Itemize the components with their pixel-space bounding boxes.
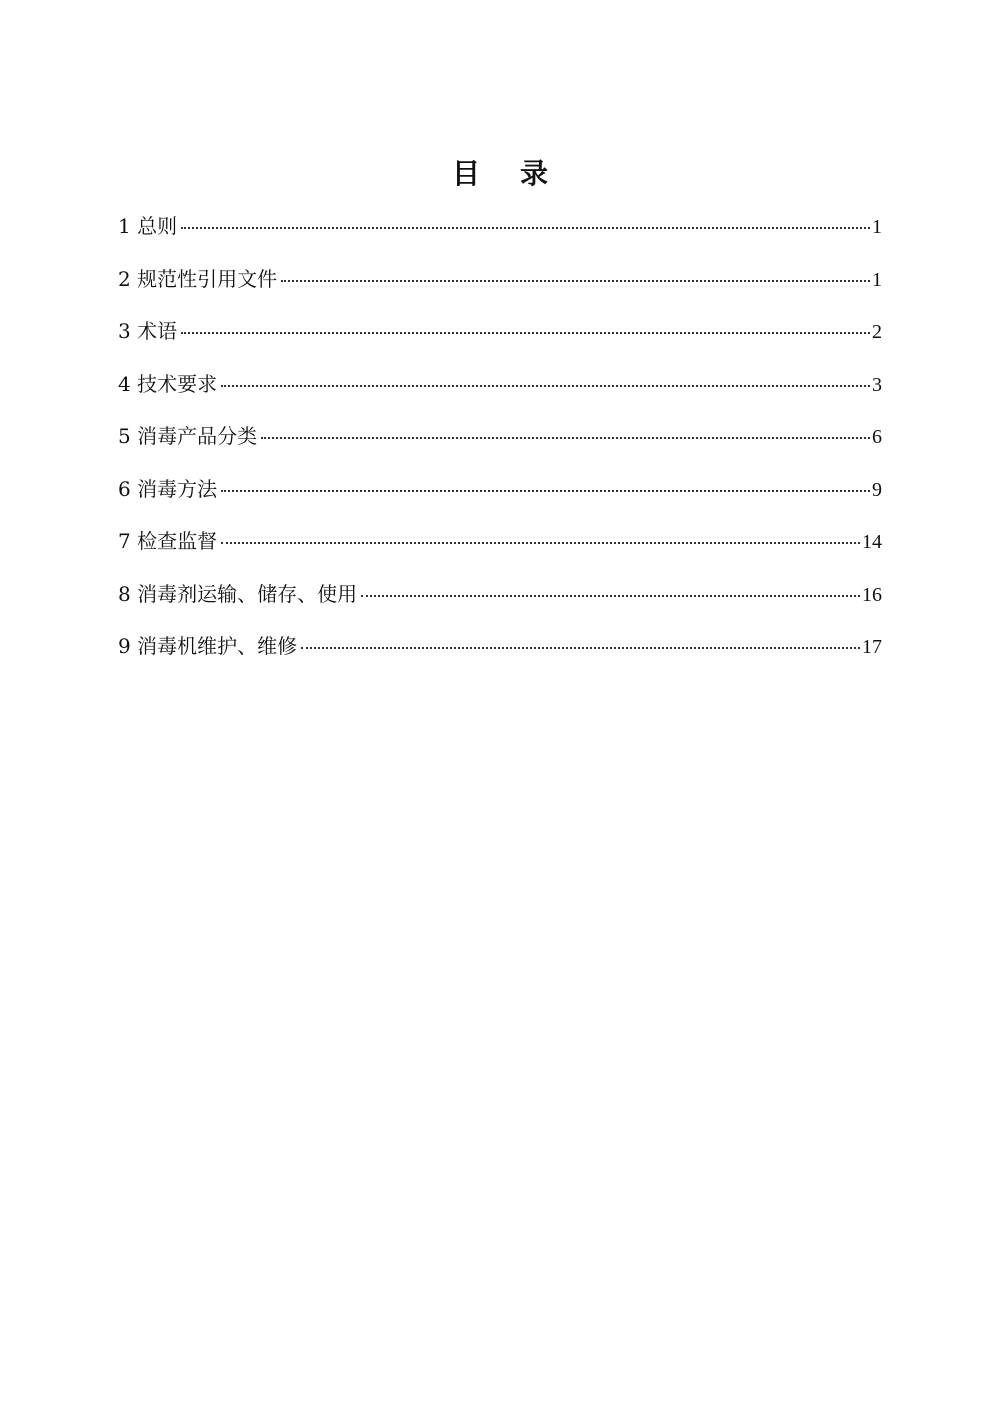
toc-leader-dots [221,542,860,544]
toc-entry-label: 9 消毒机维护、维修 [118,634,298,658]
toc-title-char-2: 录 [520,157,549,190]
toc-entry[interactable] [118,259,882,312]
toc-leader-dots [301,647,860,649]
toc-entry[interactable] [118,364,882,417]
toc-entry-page: 3 [872,373,882,396]
toc-entry-label: 2 规范性引用文件 [118,266,278,291]
toc-entry[interactable] [118,626,882,679]
toc-entry-page: 1 [872,268,882,291]
toc-entry-page: 1 [872,216,882,238]
toc-entry[interactable] [118,206,882,259]
toc-entry[interactable] [118,469,882,522]
toc-entry-label: 1 总则 [118,214,178,238]
toc-leader-dots [181,332,870,334]
toc-entry-page: 2 [872,321,882,343]
toc-entry-page: 6 [872,426,882,448]
toc-title-char-1: 目 [451,157,480,190]
toc-entry-label: 3 术语 [118,319,178,343]
toc-entry[interactable] [118,416,882,469]
toc-leader-dots [221,385,870,387]
toc-leader-dots [221,490,870,492]
toc-entry[interactable] [118,521,882,574]
toc-entry-label: 4 技术要求 [118,371,218,396]
toc-entry[interactable] [118,311,882,364]
toc-list [118,206,882,679]
toc-entry-page: 16 [862,583,882,606]
toc-entry-page: 9 [872,478,882,501]
toc-entry-label: 7 检查监督 [118,529,218,553]
toc-title [0,152,1000,192]
toc-leader-dots [181,227,870,229]
toc-entry-label: 8 消毒剂运输、储存、使用 [118,581,358,606]
toc-leader-dots [281,280,870,282]
toc-entry-label: 5 消毒产品分类 [118,424,258,448]
toc-entry[interactable] [118,574,882,627]
toc-entry-label: 6 消毒方法 [118,476,218,501]
toc-entry-page: 17 [862,636,882,658]
toc-leader-dots [261,437,870,439]
toc-leader-dots [361,595,860,597]
toc-entry-page: 14 [862,531,882,553]
